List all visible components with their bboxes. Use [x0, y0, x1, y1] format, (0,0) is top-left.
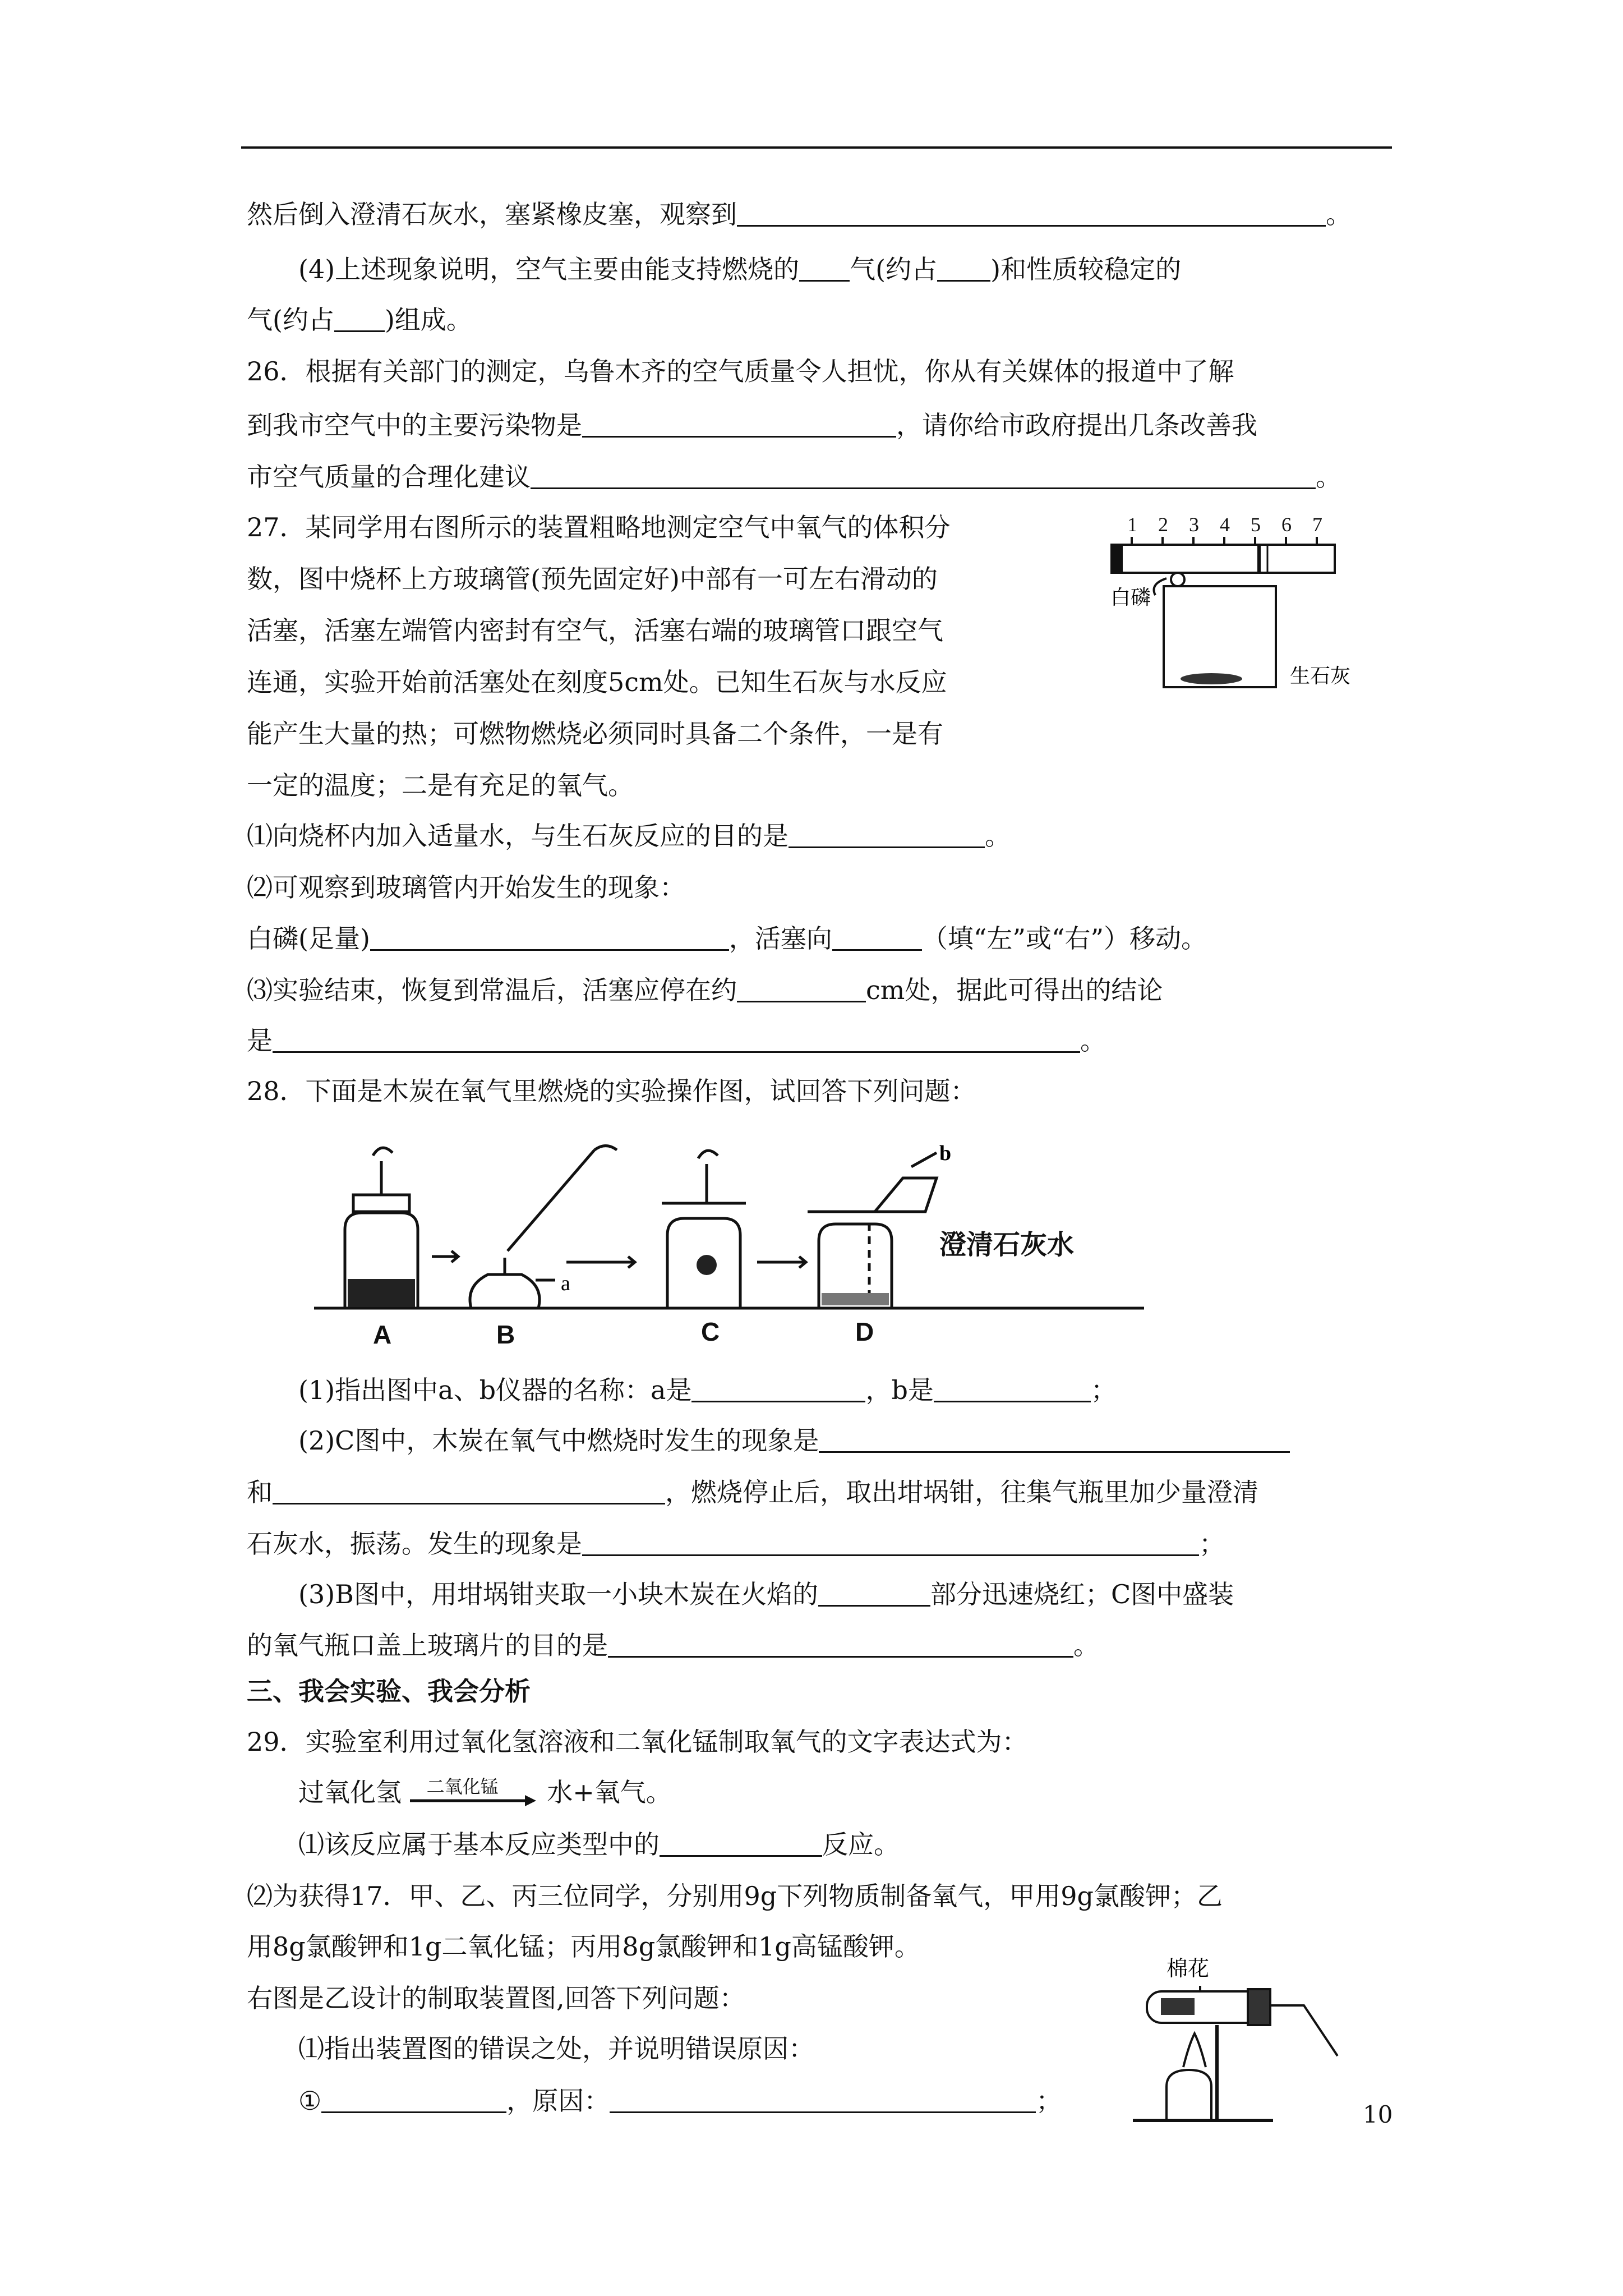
arrow-icon — [410, 1792, 539, 1809]
answer-blank[interactable] — [818, 1579, 930, 1607]
answer-blank[interactable] — [660, 1829, 822, 1857]
text-line — [247, 1475, 1258, 1509]
text: 白磷(足量) — [247, 923, 370, 954]
text: 。 — [1316, 462, 1341, 492]
scale-tick: 5 — [1251, 513, 1261, 536]
text: （填“左”或“右”）移动。 — [921, 923, 1207, 954]
answer-blank[interactable] — [789, 821, 985, 848]
text: 石灰水，振荡。发生的现象是 — [247, 1529, 582, 1559]
text: )和性质较稳定的 — [990, 254, 1182, 284]
reaction-arrow — [410, 1775, 539, 1809]
header-rule — [241, 146, 1392, 149]
text-line — [247, 408, 1257, 442]
text: 27．某同学用右图所示的装置粗略地测定空气中氧气的体积分 — [247, 512, 951, 542]
answer-blank[interactable] — [608, 1630, 1073, 1658]
text-line — [247, 1527, 1225, 1561]
text-line — [247, 562, 938, 596]
text: 的氧气瓶口盖上玻璃片的目的是 — [247, 1630, 608, 1660]
answer-blank[interactable] — [273, 1025, 1080, 1053]
text: (2)C图中，木炭在氧气中燃烧时发生的现象是 — [298, 1425, 819, 1456]
text: 是 — [247, 1025, 273, 1056]
text: 水+氧气。 — [547, 1777, 672, 1807]
text: ，燃烧停止后，取出坩埚钳，往集气瓶里加少量澄清 — [665, 1477, 1258, 1507]
text: 三、我会实验、我会分析 — [247, 1676, 531, 1706]
label-phosphorus: 白磷 — [1110, 586, 1151, 609]
text: 连通，实验开始前活塞处在刻度5cm处。已知生石灰与水反应 — [247, 667, 947, 697]
text: ，请你给市政府提出几条改善我 — [896, 410, 1257, 440]
figure-27-apparatus — [1110, 508, 1374, 710]
text: 数，图中烧杯上方玻璃管(预先固定好)中部有一可左右滑动的 — [247, 564, 938, 594]
text: 。 — [1073, 1630, 1099, 1660]
section-heading — [247, 1674, 531, 1708]
text-line — [298, 2032, 814, 2065]
text-line — [247, 1024, 1106, 1057]
text-line — [298, 252, 1181, 286]
answer-blank[interactable] — [610, 2086, 1036, 2113]
text: 反应。 — [822, 1829, 900, 1860]
scale-tick: 3 — [1189, 513, 1199, 536]
text: ⑴指出装置图的错误之处，并说明错误原因： — [298, 2033, 814, 2064]
text: 。 — [985, 821, 1011, 851]
text: ，b是 — [865, 1375, 934, 1405]
catalyst-label: 二氧化锰 — [426, 1776, 499, 1797]
text-line — [247, 303, 472, 337]
answer-blank[interactable] — [934, 1375, 1091, 1402]
figure-29-apparatus — [1116, 1952, 1363, 2137]
text: 气(约占 — [850, 254, 938, 284]
answer-blank[interactable] — [832, 923, 922, 951]
text-line — [247, 665, 947, 699]
text-line — [247, 460, 1341, 494]
text: )组成。 — [384, 305, 472, 335]
text-line — [247, 197, 1352, 231]
chemical-equation — [298, 1775, 672, 1809]
text: ，活塞向 — [728, 923, 832, 954]
text: (1)指出图中a、b仪器的名称：a是 — [298, 1375, 692, 1405]
scale-tick: 4 — [1220, 513, 1230, 536]
question-28 — [247, 1074, 976, 1108]
text-line — [247, 614, 943, 647]
text-line — [298, 1577, 1234, 1611]
label-a: a — [561, 1272, 570, 1295]
text: ； — [1090, 1375, 1117, 1405]
text: 一定的温度；二是有充足的氧气。 — [247, 770, 634, 800]
text-line — [247, 973, 1163, 1007]
question-27 — [247, 510, 951, 544]
text: 右图是乙设计的制取装置图,回答下列问题： — [247, 1983, 745, 2013]
text: ① — [298, 2086, 322, 2116]
text: cm处，据此可得出的结论 — [866, 975, 1163, 1005]
text: (3)B图中，用坩埚钳夹取一小块木炭在火焰的 — [298, 1579, 818, 1609]
text: 气(约占 — [247, 305, 334, 335]
text: ⑵为获得17．甲、乙、丙三位同学，分别用9g下列物质制备氧气，甲用9g氯酸钾；乙 — [247, 1881, 1223, 1911]
text: ⑶实验结束，恢复到常温后，活塞应停在约 — [247, 975, 737, 1005]
label-b: b — [939, 1142, 952, 1165]
answer-blank[interactable] — [321, 2086, 506, 2113]
answer-blank[interactable] — [799, 254, 850, 282]
scale-tick: 1 — [1127, 513, 1137, 536]
text-line — [247, 769, 634, 802]
scale-tick: 7 — [1312, 513, 1322, 536]
text: ⑵可观察到玻璃管内开始发生的现象： — [247, 872, 685, 903]
text: 28．下面是木炭在氧气里燃烧的实验操作图，试回答下列问题： — [247, 1076, 976, 1106]
text: 过氧化氢 — [298, 1777, 402, 1807]
text: (4)上述现象说明，空气主要由能支持燃烧的 — [298, 254, 800, 284]
question-29 — [247, 1725, 1028, 1759]
text: ，原因： — [506, 2086, 610, 2116]
text-line — [247, 922, 1207, 955]
answer-blank[interactable] — [819, 1425, 1290, 1453]
text-line — [247, 1628, 1099, 1662]
text: ⑴向烧杯内加入适量水，与生石灰反应的目的是 — [247, 821, 789, 851]
text-line — [298, 1424, 1290, 1457]
answer-blank[interactable] — [582, 1529, 1199, 1556]
text: ； — [1036, 2086, 1062, 2116]
scale-tick: 6 — [1281, 513, 1292, 536]
text: 然后倒入澄清石灰水，塞紧橡皮塞，观察到 — [247, 199, 737, 229]
text: 活塞，活塞左端管内密封有空气，活塞右端的玻璃管口跟空气 — [247, 615, 943, 646]
answer-blank[interactable] — [531, 462, 1316, 489]
text-line — [247, 1879, 1223, 1913]
text-line — [247, 1930, 920, 1963]
answer-blank[interactable] — [334, 305, 385, 332]
text-line — [247, 871, 685, 904]
label-A: A — [373, 1320, 392, 1346]
answer-blank[interactable] — [737, 975, 866, 1002]
text: 市空气质量的合理化建议 — [247, 462, 531, 492]
text: 和 — [247, 1477, 273, 1507]
label-limewater: 澄清石灰水 — [939, 1230, 1075, 1260]
figure-28-charcoal-combustion — [314, 1133, 1155, 1346]
text-line — [247, 1981, 745, 2015]
text-line — [298, 1828, 900, 1861]
text: 。 — [1080, 1025, 1106, 1056]
text-line — [298, 1373, 1117, 1407]
question-26 — [247, 355, 1234, 388]
label-cotton: 棉花 — [1166, 1957, 1210, 1981]
text: 用8g氯酸钾和1g二氧化锰；丙用8g氯酸钾和1g高锰酸钾。 — [247, 1931, 920, 1962]
answer-blank[interactable] — [937, 254, 990, 282]
label-D: D — [855, 1317, 874, 1346]
text: 能产生大量的热；可燃物燃烧必须同时具备二个条件，一是有 — [247, 719, 943, 749]
label-B: B — [496, 1320, 515, 1346]
answer-blank[interactable] — [273, 1477, 665, 1504]
page-number: 10 — [1363, 2101, 1393, 2128]
label-C: C — [701, 1317, 720, 1346]
text: ⑴该反应属于基本反应类型中的 — [298, 1829, 660, 1860]
text: 部分迅速烧红；C图中盛装 — [930, 1579, 1234, 1609]
text-line — [298, 2084, 1062, 2118]
text: 29．实验室利用过氧化氢溶液和二氧化锰制取氧气的文字表达式为： — [247, 1727, 1028, 1757]
text: 26．根据有关部门的测定，乌鲁木齐的空气质量令人担忧，你从有关媒体的报道中了解 — [247, 356, 1234, 386]
label-quicklime: 生石灰 — [1290, 665, 1351, 687]
answer-blank[interactable] — [691, 1375, 865, 1402]
answer-blank[interactable] — [582, 410, 896, 438]
text: 到我市空气中的主要污染物是 — [247, 410, 582, 440]
text: 。 — [1326, 199, 1352, 229]
text-line — [247, 717, 943, 751]
scale-tick: 2 — [1158, 513, 1168, 536]
text: ； — [1199, 1529, 1225, 1559]
text-line — [247, 819, 1011, 853]
answer-blank[interactable] — [370, 923, 729, 951]
answer-blank[interactable] — [737, 199, 1326, 227]
